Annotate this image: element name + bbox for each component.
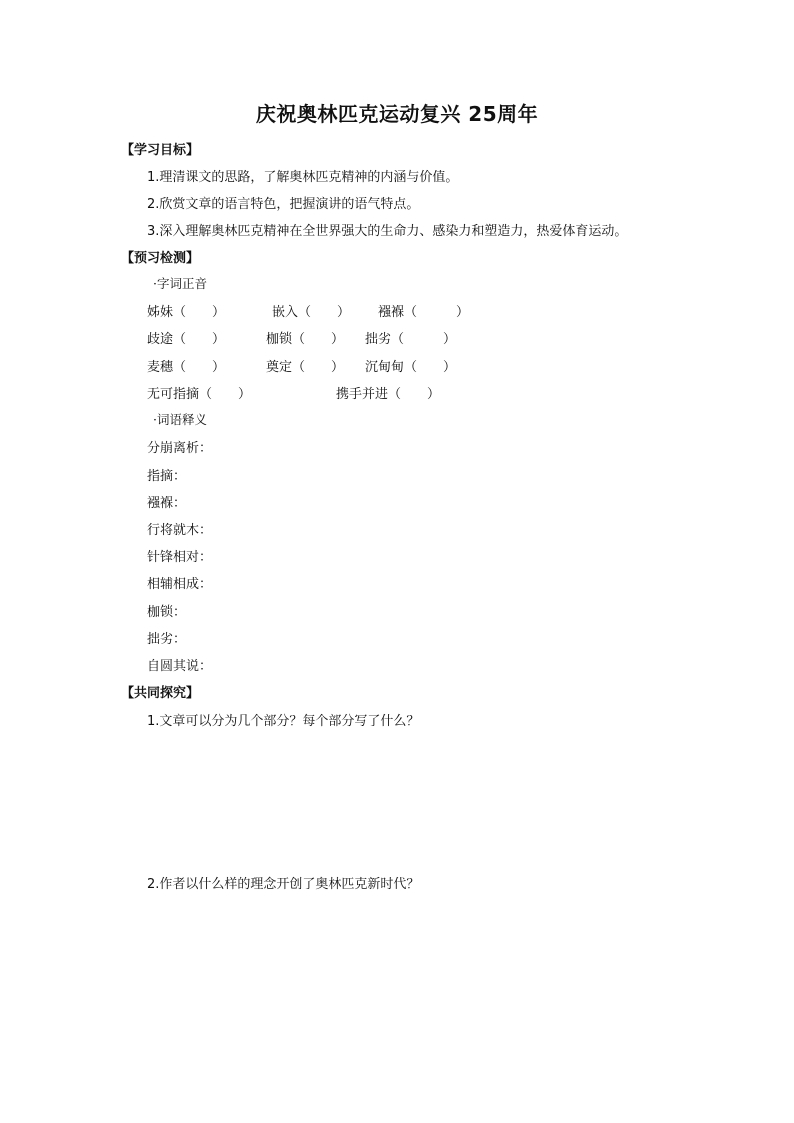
pronunciation-item: 枷锁（ ） <box>266 332 345 347</box>
question-2: 2.作者以什么样的理念开创了奥林匹克新时代？ <box>147 877 420 892</box>
goal-item-2: 2.欣赏文章的语言特色，把握演讲的语气特点。 <box>147 197 420 212</box>
pronunciation-item: 奠定（ ） <box>266 360 345 375</box>
term-item: 针锋相对： <box>147 550 213 565</box>
pronunciation-item: 麦穗（ ） <box>147 360 226 375</box>
meaning-title: ·词语释义 <box>153 412 207 427</box>
preview-heading: 【预习检测】 <box>121 251 200 266</box>
goals-heading: 【学习目标】 <box>121 143 200 158</box>
pronunciation-item: 携手并进（ ） <box>336 387 441 402</box>
pronunciation-item: 襁褓（ ） <box>378 305 470 320</box>
page-title: 庆祝奥林匹克运动复兴 25周年 <box>255 102 539 126</box>
pronunciation-item: 歧途（ ） <box>147 332 226 347</box>
goal-item-1: 1.理清课文的思路，了解奥林匹克精神的内涵与价值。 <box>147 170 459 185</box>
term-item: 行将就木： <box>147 523 213 538</box>
pronunciation-item: 沉甸甸（ ） <box>365 360 457 375</box>
pronunciation-item: 嵌入（ ） <box>272 305 351 320</box>
explore-heading: 【共同探究】 <box>121 686 200 701</box>
term-item: 拙劣： <box>147 632 187 647</box>
term-item: 自圆其说： <box>147 659 213 674</box>
term-item: 枷锁： <box>147 605 187 620</box>
pronunciation-item: 拙劣（ ） <box>365 332 457 347</box>
pronunciation-title: ·字词正音 <box>153 276 207 291</box>
pronunciation-item: 无可指摘（ ） <box>147 387 252 402</box>
goal-item-3: 3.深入理解奥林匹克精神在全世界强大的生命力、感染力和塑造力，热爱体育运动。 <box>147 224 628 239</box>
term-item: 分崩离析： <box>147 441 213 456</box>
pronunciation-item: 姊妹（ ） <box>147 305 226 320</box>
term-item: 指摘： <box>147 469 187 484</box>
question-1: 1.文章可以分为几个部分？每个部分写了什么？ <box>147 714 420 729</box>
term-item: 相辅相成： <box>147 577 213 592</box>
term-item: 襁褓： <box>147 496 187 511</box>
